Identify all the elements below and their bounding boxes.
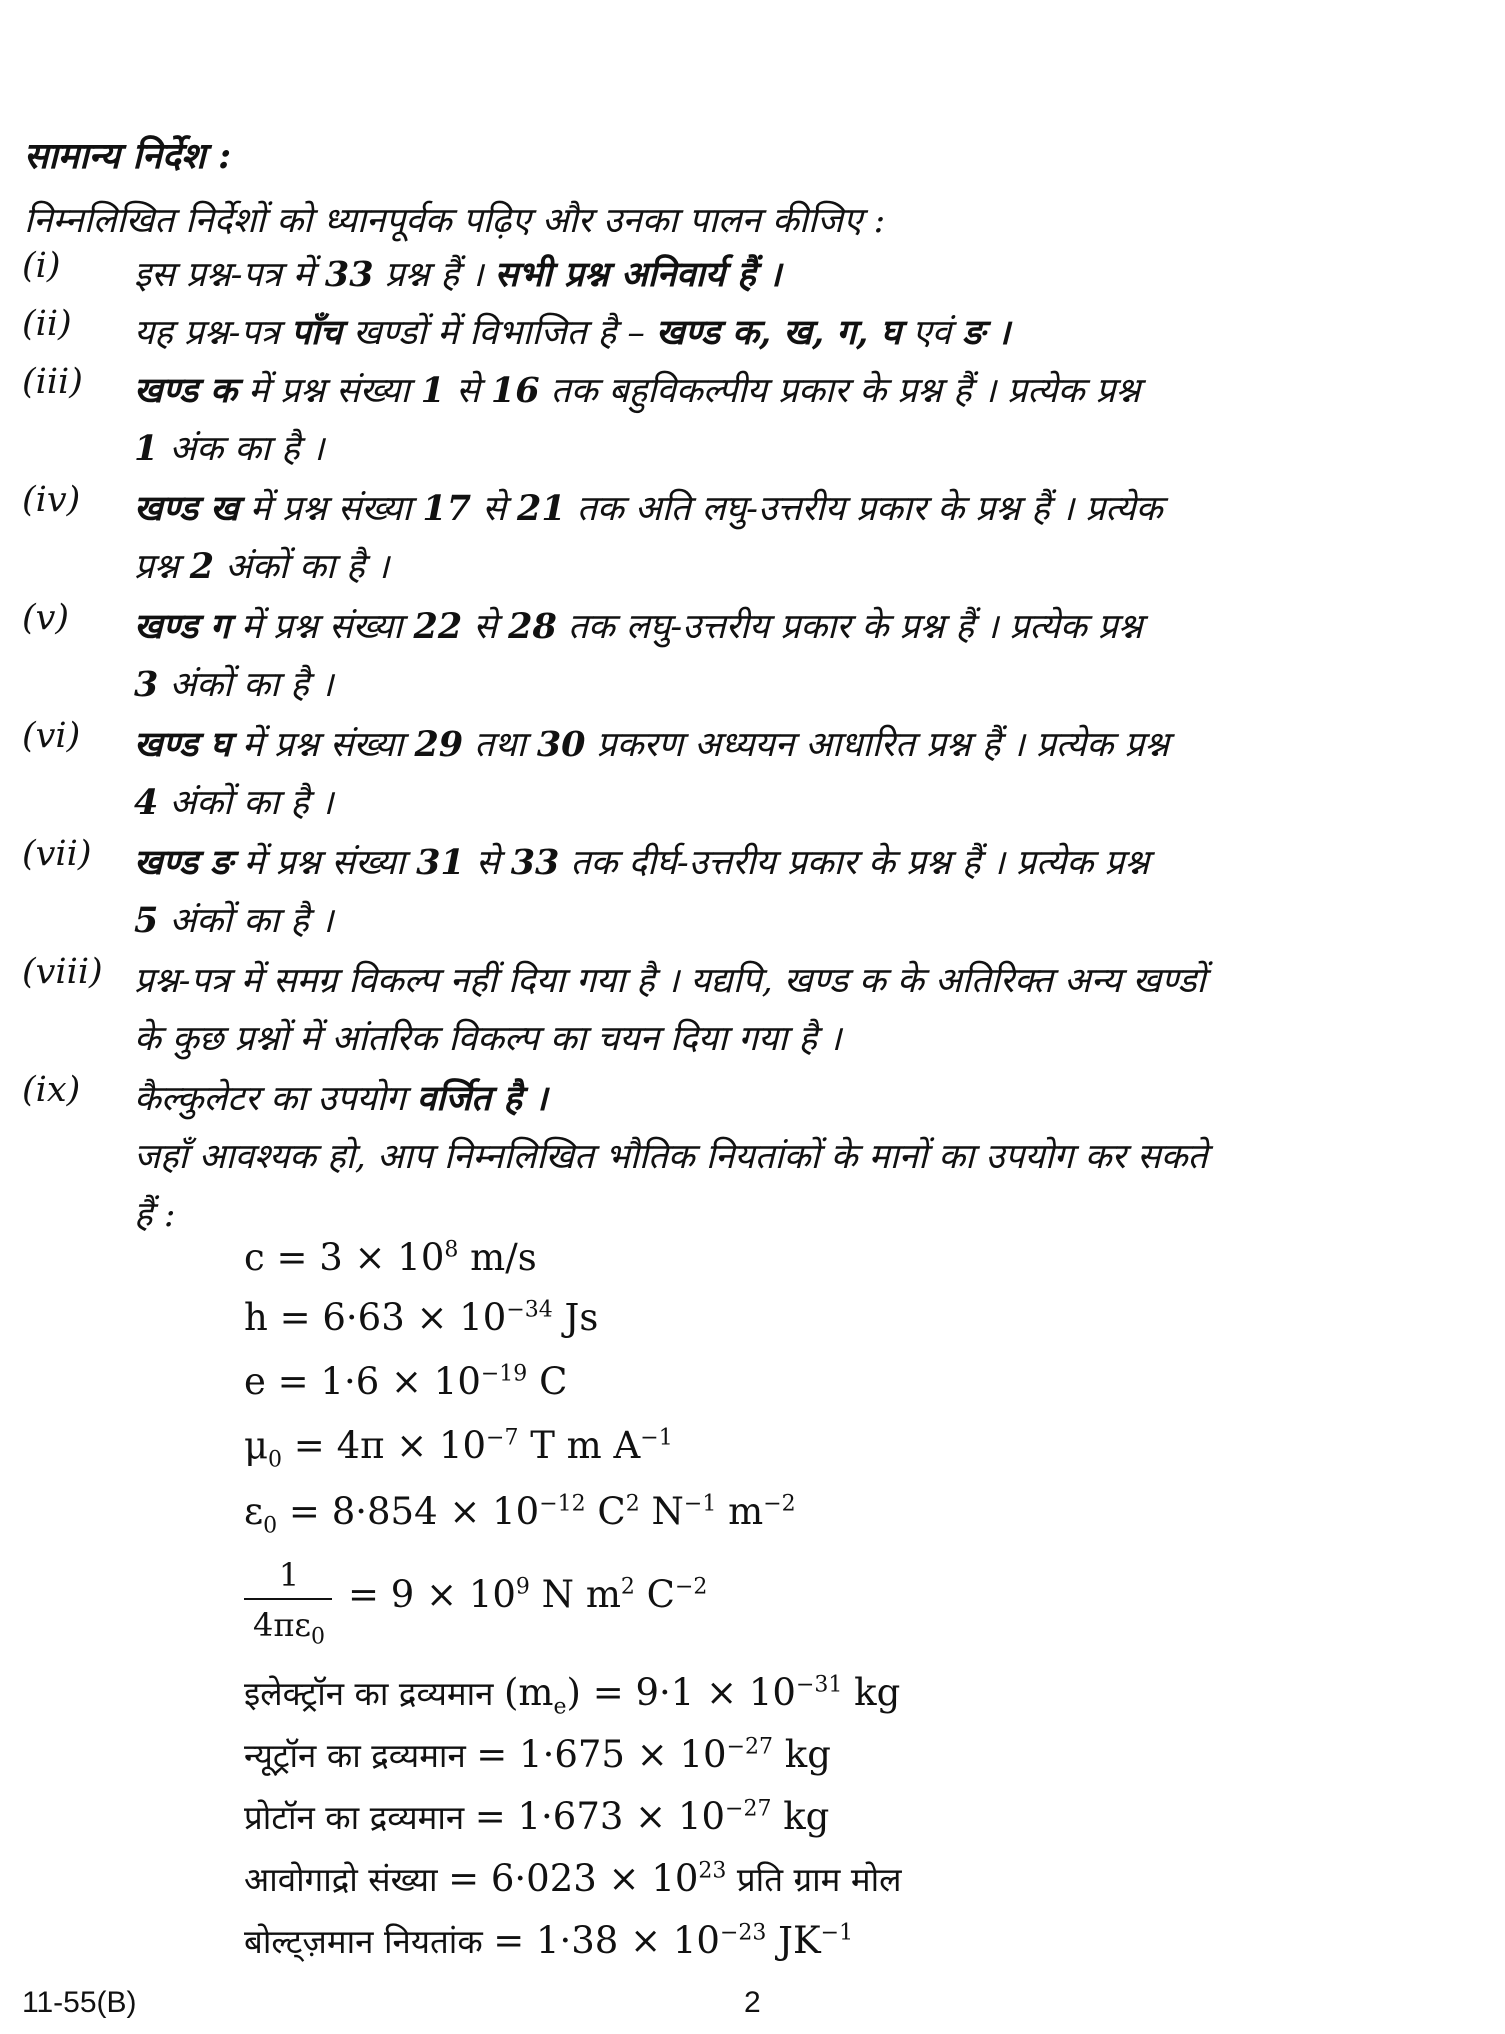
item-number: (ii) [22,304,72,344]
item-number: (i) [22,246,61,286]
item-number: (iii) [22,362,83,402]
item-text-line-3: हैं : [134,1195,176,1235]
fraction-numerator: 1 [278,1556,300,1594]
item-number: (viii) [22,952,103,992]
item-text-line-2: के कुछ प्रश्नों में आंतरिक विकल्प का चयन दिया गया है । [134,1019,842,1059]
item-text-line-1: खण्ड क में प्रश्न संख्या 1 से 16 तक बहुविकल्पीय प्रकार के प्रश्न हैं । प्रत्येक प्रश्न [134,370,1141,411]
constant-avogadro: आवोगाद्रो संख्या = $6\cdot 023 \times 10^{23}$ प्रति ग्राम मोल [244,1857,902,1900]
item-text-line-1: कैल्कुलेटर का उपयोग वर्जित है । [134,1078,548,1119]
item-text-line-1: खण्ड ख में प्रश्न संख्या 17 से 21 तक अति लघु-उत्तरीय प्रकार के प्रश्न हैं । प्रत्येक [134,488,1163,529]
constant-speed-of-light: $c = 3 \times 10^8$ m/s [244,1236,537,1279]
constant-neutron-mass: न्यूट्रॉन का द्रव्यमान = $1\cdot 675 \times 10^{-27}$ kg [244,1733,831,1776]
item-text-line-2: 5 अंकों का है । [134,900,334,941]
item-text-line-2: 4 अंकों का है । [134,782,334,823]
fraction-denominator: $4\pi\varepsilon_0$ [253,1606,325,1650]
item-text-line-2: जहाँ आवश्यक हो, आप निम्नलिखित भौतिक नियतांकों के मानों का उपयोग कर सकते [134,1137,1208,1177]
constant-electron-mass: इलेक्ट्रॉन का द्रव्यमान $(m_e) = 9\cdot 1 \times 10^{-31}$ kg [244,1671,901,1720]
item-number: (v) [22,598,70,638]
item-text: इस प्रश्न-पत्र में 33 प्रश्न हैं । सभी प्रश्न अनिवार्य हैं । [134,254,782,295]
constant-permeability: $\mu_0 = 4\pi \times 10^{-7}$ T m $A^{-1}$ [244,1424,673,1473]
item-text: यह प्रश्न-पत्र पाँच खण्डों में विभाजित है – खण्ड क, ख, ग, घ एवं ङ । [134,312,1011,353]
item-number: (ix) [22,1070,81,1110]
constant-permittivity: $\varepsilon_0 = 8\cdot 854 \times 10^{-12}$ $C^2$ $N^{-1}$ $m^{-2}$ [244,1490,796,1539]
constant-electron-charge: $e = 1\cdot 6 \times 10^{-19}$ C [244,1360,568,1403]
item-number: (vii) [22,834,92,874]
page-number: 2 [744,1986,761,2019]
item-text-line-2: प्रश्न 2 अंकों का है । [134,546,390,587]
item-text-line-1: खण्ड घ में प्रश्न संख्या 29 तथा 30 प्रकरण अध्ययन आधारित प्रश्न हैं । प्रत्येक प्रश्न [134,724,1169,765]
constant-coulomb: = $9 \times 10^9$ N $m^2$ $C^{-2}$ [348,1573,708,1616]
item-text-line-1: खण्ड ङ में प्रश्न संख्या 31 से 33 तक दीर्घ-उत्तरीय प्रकार के प्रश्न हैं । प्रत्येक प्रश्न [134,842,1150,883]
item-text-line-1: खण्ड ग में प्रश्न संख्या 22 से 28 तक लघु-उत्तरीय प्रकार के प्रश्न हैं । प्रत्येक प्रश्न [134,606,1143,647]
constant-planck: $h = 6\cdot 63 \times 10^{-34}$ Js [244,1296,599,1339]
item-number: (iv) [22,480,81,520]
instructions-intro: निम्नलिखित निर्देशों को ध्यानपूर्वक पढ़िए और उनका पालन कीजिए : [24,201,886,241]
item-text-line-2: 1 अंक का है । [134,428,325,469]
general-instructions-heading: सामान्य निर्देश : [24,135,232,177]
coulomb-constant-fraction [244,1556,334,1650]
paper-code: 11-55(B) [22,1986,137,2019]
fraction-bar [244,1598,332,1600]
item-text-line-2: 3 अंकों का है । [134,664,334,705]
constant-boltzmann: बोल्ट्ज़मान नियतांक = $1\cdot 38 \times 10^{-23}$ $JK^{-1}$ [244,1919,854,1962]
item-number: (vi) [22,716,81,756]
constant-proton-mass: प्रोटॉन का द्रव्यमान = $1\cdot 673 \times 10^{-27}$ kg [244,1795,830,1838]
item-text-line-1: प्रश्न-पत्र में समग्र विकल्प नहीं दिया गया है । यद्यपि, खण्ड क के अतिरिक्त अन्य खण्डों [134,961,1206,1001]
